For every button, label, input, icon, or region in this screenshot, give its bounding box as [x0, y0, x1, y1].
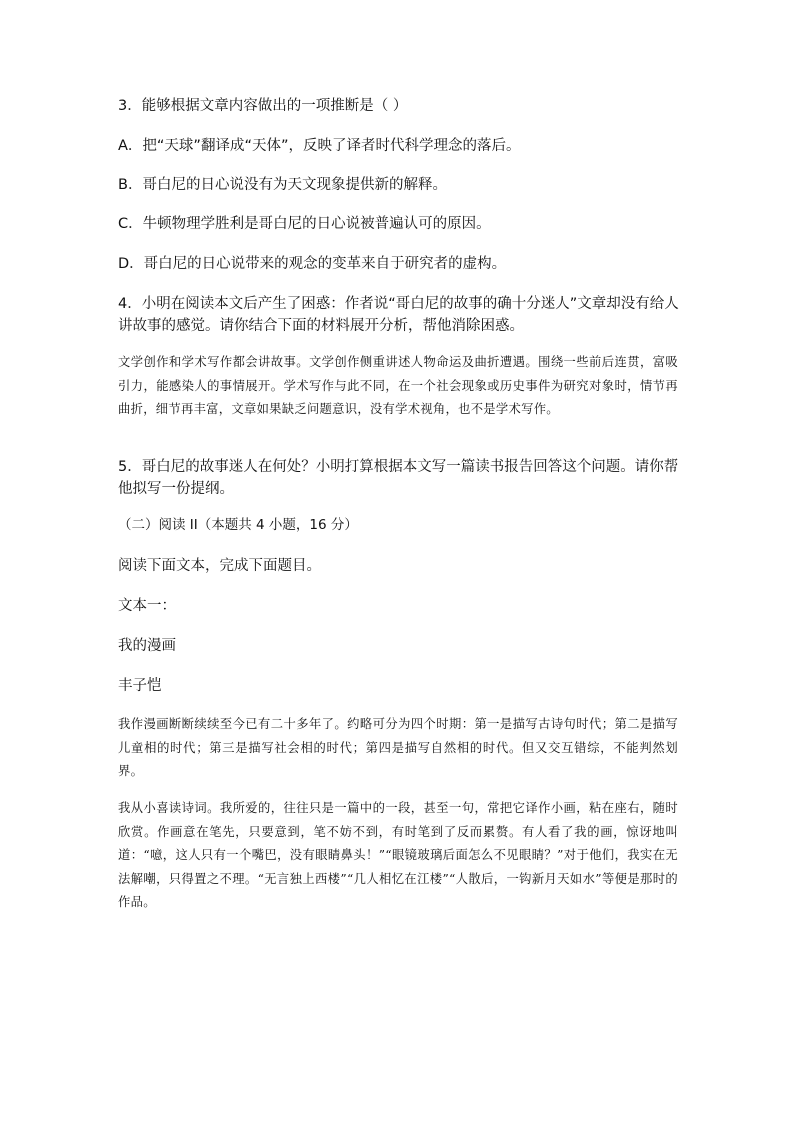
article-author: 丰子恺 — [118, 678, 162, 694]
article-paragraph: 我作漫画断断续续至今已有二十多年了。约略可分为四个时期：第一是描写古诗句时代；第二是描写儿童相的时代；第三是描写社会相的时代；第四是描写自然相的时代。但又交互错综，不能判然划界。 — [118, 717, 678, 778]
text-label: 文本一： — [118, 598, 176, 614]
question-3-option-a: A．把“天球”翻译成“天体”，反映了译者时代科学理念的落后。 — [118, 138, 521, 154]
question-3-option-d: D．哥白尼的日心说带来的观念的变革来自于研究者的虚构。 — [118, 256, 507, 272]
question-4-stem: 4．小明在阅读本文后产生了困惑：作者说“哥白尼的故事的确十分迷人”文章却没有给人讲故事的感觉。请你结合下面的材料展开分析，帮他消除困惑。 — [118, 296, 679, 334]
question-3-option-b: B．哥白尼的日心说没有为天文现象提供新的解释。 — [118, 177, 447, 193]
question-4-material: 文学创作和学术写作都会讲故事。文学创作侧重讲述人物命运及曲折遭遇。围绕一些前后连贯，富吸引力，能感染人的事情展开。学术写作与此不同，在一个社会现象或历史事件为研究对象时，情节再曲折，细节再丰富，文章如果缺乏问题意识，没有学术视角，也不是学术写作。 — [118, 355, 678, 416]
question-3-stem: 3．能够根据文章内容做出的一项推断是（ ） — [118, 98, 408, 114]
article-title: 我的漫画 — [118, 638, 176, 654]
reading-instruction: 阅读下面文本，完成下面题目。 — [118, 558, 321, 574]
question-3-option-c: C．牛顿物理学胜利是哥白尼的日心说被普遍认可的原因。 — [118, 216, 491, 232]
article-paragraph: 我从小喜读诗词。我所爱的，往往只是一篇中的一段，甚至一句，常把它译作小画，粘在座右，随时欣赏。作画意在笔先，只要意到，笔不妨不到，有时笔到了反而累赘。有人看了我的画，惊讶地叫道：“噫，这人只有一个嘴巴，没有眼睛鼻头！”“眼镜玻璃后面怎么不见眼睛？”对于他们，我实在无法解嘲，只得置之不理。“无言独上西楼”“几人相忆在江楼”“人散后，一钩新月天如水”等便是那时的作品。 — [118, 801, 678, 909]
question-5-stem: 5．哥白尼的故事迷人在何处？小明打算根据本文写一篇读书报告回答这个问题。请你帮他拟写一份提纲。 — [118, 459, 679, 497]
section-2-heading: （二）阅读 II（本题共 4 小题，16 分） — [118, 517, 358, 533]
